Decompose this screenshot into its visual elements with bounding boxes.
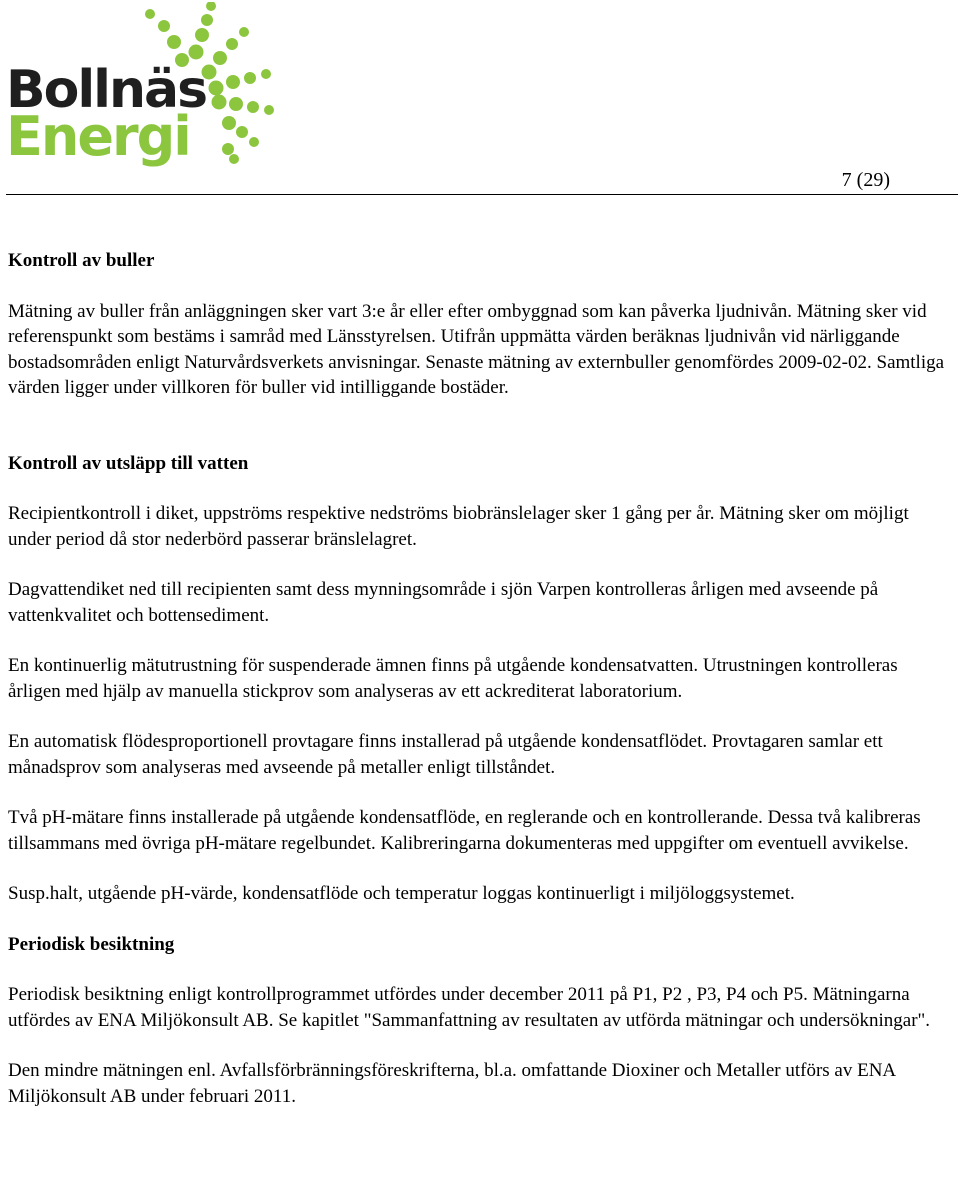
paragraph-buller: Mätning av buller från anläggningen sker vart 3:e år eller efter ombyggnad som kan påverka ljudnivån. Mätning sker vid referenspunkt som bestäms i samråd med Länsstyrelsen. Utifrån uppmätta värden beräknas ljudnivån vid närliggande bostadsområden enligt Naturvårdsverkets anvisningar. Senaste mätning av externbuller genomfördes 2009-02-02. Samtliga värden ligger under villkoren för buller vid intilliggande bostäder. bbox=[8, 300, 945, 398]
header-divider bbox=[6, 194, 958, 195]
paragraph-recipientkontroll: Recipientkontroll i diket, uppströms respektive nedströms biobränslelager sker 1 gång per år. Mätning sker om möjligt under period då stor nederbörd passerar bränslelagret. bbox=[8, 503, 909, 550]
paragraph-mindre-matningen: Den mindre mätningen enl. Avfallsförbränningsföreskrifterna, bl.a. omfattande Dioxiner och Metaller utförs av ENA Miljökonsult AB under februari 2011. bbox=[8, 1060, 896, 1107]
section-heading-vatten: Kontroll av utsläpp till vatten bbox=[8, 452, 249, 474]
paragraph-ph-matare: Två pH-mätare finns installerade på utgående kondensatflöde, en reglerande och en kontrollerande. Dessa två kalibreras tillsammans med övriga pH-mätare regelbundet. Kalibreringarna dokumenteras med uppgifter om eventuell avvikelse. bbox=[8, 807, 921, 854]
paragraph-provtagare: En automatisk flödesproportionell provtagare finns installerad på utgående kondensatflödet. Provtagaren samlar ett månadsprov som analyseras med avseende på metaller enligt tillståndet. bbox=[8, 731, 883, 778]
page-header bbox=[0, 0, 960, 196]
section-heading-buller: Kontroll av buller bbox=[8, 250, 155, 271]
logo-wordmark-line1: Bollnäs bbox=[6, 60, 207, 120]
document-body bbox=[8, 248, 953, 1109]
paragraph-periodisk-besiktning: Periodisk besiktning enligt kontrollprogrammet utfördes under december 2011 på P1, P2 , P3, P4 och P5. Mätningarna utfördes av ENA Miljökonsult AB. Se kapitlet "Sammanfattning av resultaten av utförda mätningar och undersökningar". bbox=[8, 984, 931, 1031]
paragraph-loggning: Susp.halt, utgående pH-värde, kondensatflöde och temperatur loggas kontinuerligt i miljöloggsystemet. bbox=[8, 883, 795, 904]
page-number: 7 (29) bbox=[841, 169, 890, 191]
bollnas-energi-logo bbox=[4, 2, 284, 172]
paragraph-dagvattendiket: Dagvattendiket ned till recipienten samt dess mynningsområde i sjön Varpen kontrolleras årligen med avseende på vattenkvalitet och bottensediment. bbox=[8, 579, 879, 626]
logo-wordmark-line2: Energi bbox=[6, 105, 190, 168]
paragraph-matutrustning: En kontinuerlig mätutrustning för suspenderade ämnen finns på utgående kondensatvatten. Utrustningen kontrolleras årligen med hjälp av manuella stickprov som analyseras av ett ackrediterat laboratorium. bbox=[8, 655, 898, 702]
section-heading-besiktning: Periodisk besiktning bbox=[8, 933, 175, 955]
